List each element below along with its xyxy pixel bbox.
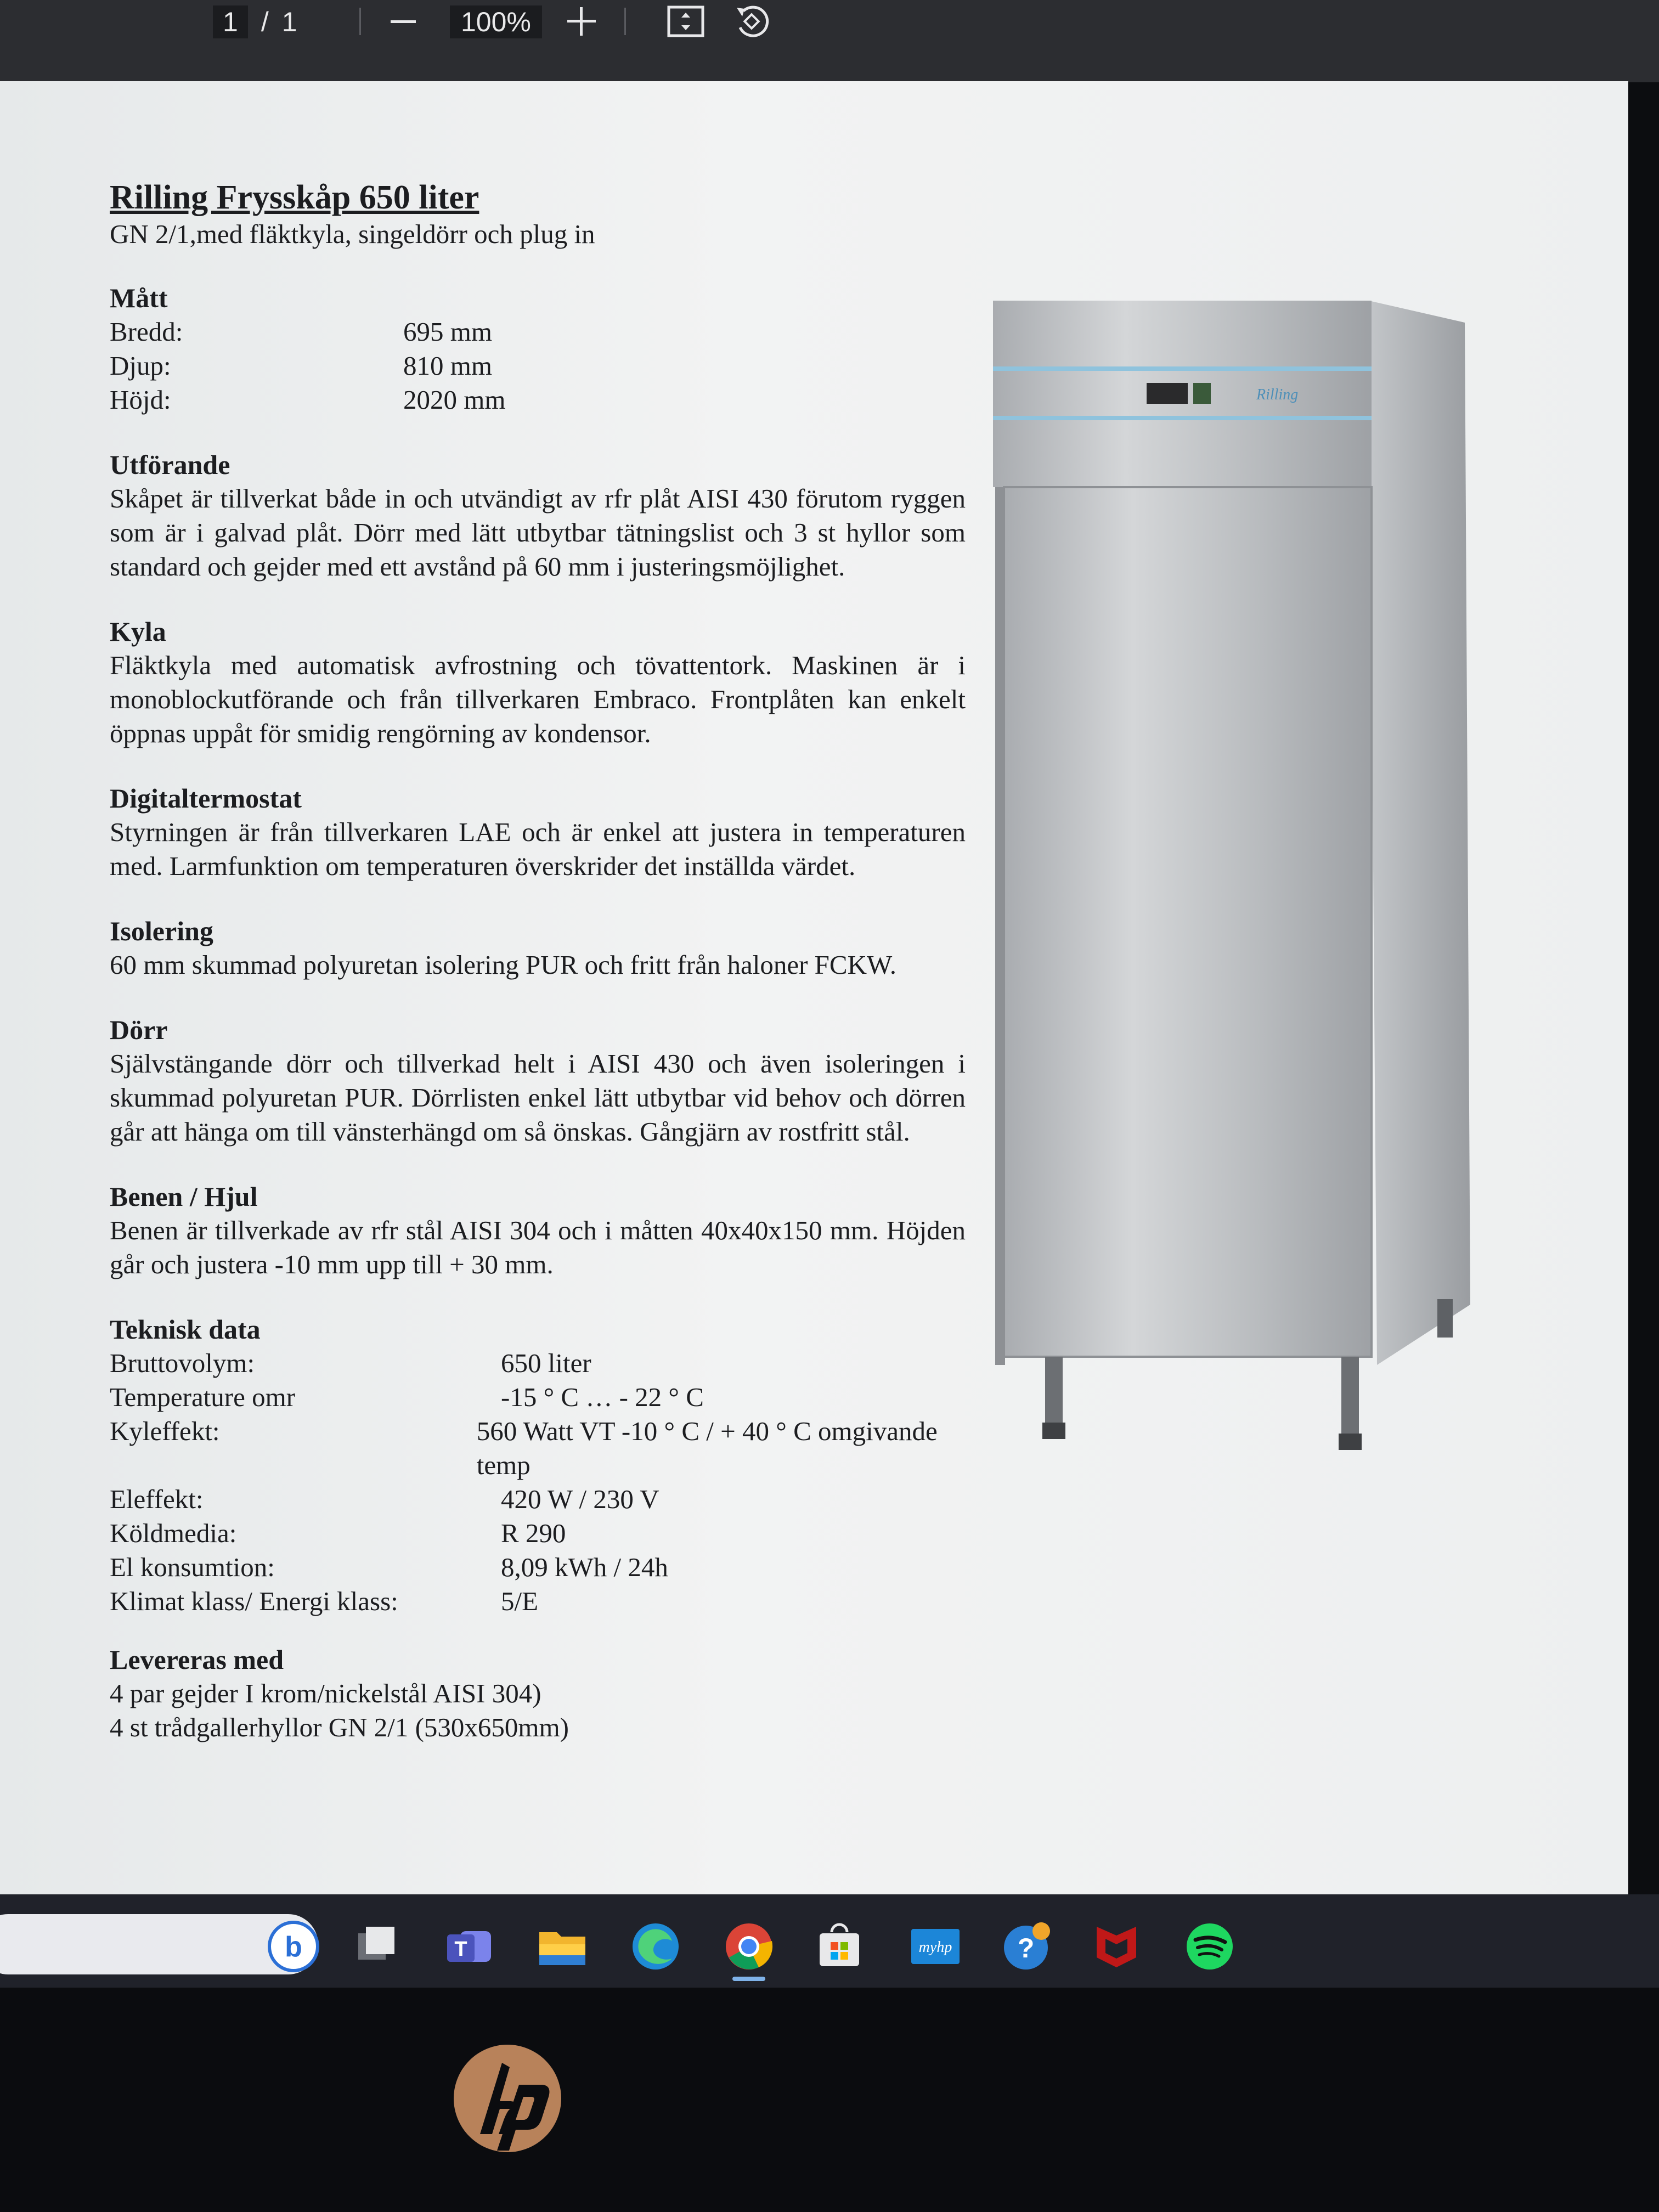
document-page [0,81,1628,1894]
fit-page-button[interactable] [664,3,708,40]
spec-value: 695 mm [403,317,492,347]
rotate-icon [732,3,771,40]
tech-label: Bruttovolym: [110,1348,255,1378]
minus-icon [390,8,417,35]
fit-page-icon [667,5,705,38]
tech-value: 8,09 kWh / 24h [501,1552,668,1582]
tech-value: 5/E [501,1586,539,1616]
tech-row [110,1380,966,1414]
zoom-level-input[interactable]: 100% [450,5,542,38]
tech-row [110,1550,966,1584]
tech-label: Klimat klass/ Energi klass: [110,1586,398,1616]
spec-label: Höjd: [110,385,171,415]
spec-value: 2020 mm [403,385,506,415]
chrome-icon[interactable] [719,1916,779,1977]
tech-label: Köldmedia: [110,1518,237,1548]
bing-icon[interactable] [263,1916,324,1977]
document-content [110,178,966,1745]
section-heading-teknisk-data: Teknisk data [110,1314,261,1345]
section-text-kyla: Fläktkyla med automatisk avfrostning och tövattentork. Maskinen är i monoblockutförande och från tillverkaren Embraco. Frontplåten kan enkelt öppnas uppåt för smidig rengörning av kondensor. [110,650,966,748]
teams-icon[interactable] [439,1916,499,1977]
tech-row [110,1346,966,1380]
tech-value: 560 Watt VT -10 ° C / + 40 ° C omgivande temp [476,1416,938,1480]
plus-icon [566,6,597,37]
section-heading-kyla: Kyla [110,616,166,647]
page-total: 1 [281,7,297,37]
page-subtitle: GN 2/1,med fläktkyla, singeldörr och plug in [110,219,595,249]
store-icon[interactable] [809,1916,870,1977]
tech-label: Temperature omr [110,1382,296,1412]
tech-label: El konsumtion: [110,1552,275,1582]
list-item: 4 par gejder I krom/nickelstål AISI 304) [110,1678,541,1708]
laptop-bezel [0,1988,1659,2212]
help-icon[interactable] [996,1916,1056,1977]
rotate-button[interactable] [730,3,774,40]
mcafee-icon[interactable] [1086,1916,1147,1977]
section-heading-dorr: Dörr [110,1014,168,1045]
task-view-icon[interactable] [346,1916,406,1977]
page-title: Rilling Frysskåp 650 liter [110,179,479,216]
section-heading-matt: Mått [110,283,168,313]
section-text-dorr: Självstängande dörr och tillverkad helt i AISI 430 och även isoleringen i skummad polyuretan PUR. Dörrlisten enkel lätt utbytbar vid behov och dörren går att hänga om till vänsterhängd om så önskas. Gångjärn av rostfritt stål. [110,1048,966,1147]
tech-row [110,1414,966,1482]
zoom-in-button[interactable] [562,3,601,40]
spec-value: 810 mm [403,351,492,381]
myhp-icon[interactable] [905,1916,966,1977]
spec-row [110,315,966,349]
chrome-active-indicator [732,1977,765,1981]
page-separator: / [261,7,269,37]
tech-row [110,1584,966,1618]
list-item: 4 st trådgallerhyllor GN 2/1 (530x650mm) [110,1712,569,1742]
section-heading-digitaltermostat: Digitaltermostat [110,783,302,814]
hp-logo-icon [450,2041,565,2156]
spec-label: Bredd: [110,317,183,347]
pdf-toolbar [0,0,1659,82]
section-heading-benen-hjul: Benen / Hjul [110,1181,258,1212]
spotify-icon[interactable] [1180,1916,1240,1977]
edge-icon[interactable] [625,1916,686,1977]
svg-text:T: T [454,1938,467,1961]
section-heading-levereras: Levereras med [110,1644,284,1675]
tech-value: 650 liter [501,1348,591,1378]
tech-value: 420 W / 230 V [501,1484,659,1514]
spec-label: Djup: [110,351,171,381]
section-heading-utforande: Utförande [110,449,230,480]
section-text-digitaltermostat: Styrningen är från tillverkaren LAE och är enkel att justera in temperaturen med. Larmfunktion om temperaturen överskrider det inställda värdet. [110,817,966,881]
page-indicator [213,5,297,38]
spec-row [110,349,966,383]
zoom-out-button[interactable] [384,3,422,40]
tech-value: R 290 [501,1518,566,1548]
myhp-label: myhp [918,1939,952,1956]
section-text-utforande: Skåpet är tillverkat både in och utvändigt av rfr plåt AISI 430 förutom ryggen som är i galvad plåt. Dörr med lätt utbytbar tätningslist och 3 st hyllor som standard och gejder med ett avstånd på 60 mm i justeringsmöjlighet. [110,483,966,582]
svg-text:?: ? [1017,1933,1035,1963]
tech-row [110,1516,966,1550]
section-text-isolering: 60 mm skummad polyuretan isolering PUR och fritt från haloner FCKW. [110,950,896,980]
section-heading-isolering: Isolering [110,916,213,946]
toolbar-divider [624,8,626,35]
taskbar [0,1894,1659,1988]
page-current-input[interactable]: 1 [213,5,248,38]
tech-row [110,1482,966,1516]
svg-text:b: b [285,1931,302,1963]
freezer-product-image [988,301,1481,1508]
toolbar-divider [359,8,361,35]
tech-label: Kyleffekt: [110,1416,220,1446]
spec-row [110,383,966,417]
file-explorer-icon[interactable] [532,1916,592,1977]
section-text-benen-hjul: Benen är tillverkade av rfr stål AISI 304 och i måtten 40x40x150 mm. Höjden går och justera -10 mm upp till + 30 mm. [110,1215,966,1279]
freezer-brand-label: Rilling [1256,386,1299,403]
tech-value: -15 ° C … - 22 ° C [501,1382,704,1412]
tech-label: Eleffekt: [110,1484,204,1514]
